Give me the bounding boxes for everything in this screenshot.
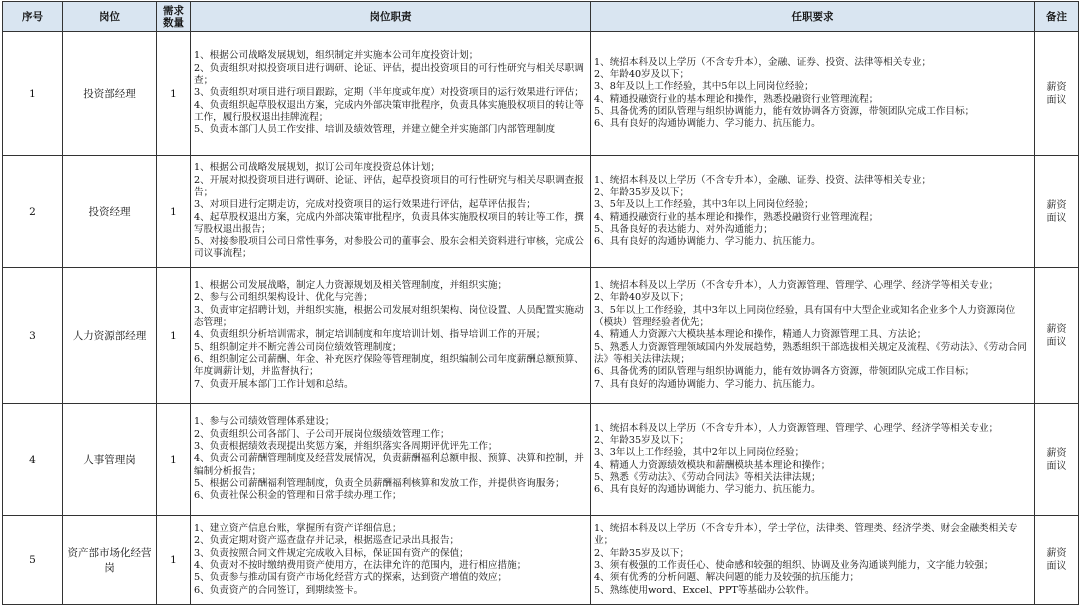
row-duties (191, 156, 591, 268)
table-row (3, 404, 1079, 516)
requirement-line: 5、具备优秀的团队管理与组织协调能力，能有效协调各方资源，带领团队完成工作目标； (594, 105, 975, 117)
requirement-line: 6、具有良好的沟通协调能力、学习能力、抗压能力。 (594, 118, 821, 130)
remark-text: 薪资面议 (1046, 548, 1067, 572)
duty-line: 5、负责参与推动国有资产市场化经营方式的探索，达到资产增值的效应； (194, 572, 508, 584)
duty-line: 1、根据公司发展战略，制定人力资源规划及相关管理制度，并组织实施； (194, 280, 508, 292)
requirement-line: 5、熟练使用word、Excel、PPT等基础办公软件。 (594, 584, 815, 596)
row-count: 1 (157, 516, 191, 605)
row-requirements (591, 156, 1035, 268)
row-position: 投资部经理 (63, 32, 157, 156)
remark-text: 薪资面议 (1046, 199, 1067, 224)
row-count: 1 (157, 156, 191, 268)
header-position: 岗位 (63, 2, 157, 32)
requirement-line: 3、5年及以上工作经验，其中3年以上同岗位经验； (594, 199, 814, 211)
requirement-line: 7、具有良好的沟通协调能力、学习能力、抗压能力。 (594, 378, 821, 390)
duty-line: 7、负责开展本部门工作计划和总结。 (194, 378, 354, 390)
header-requirements: 任职要求 (591, 2, 1035, 32)
requirement-line: 5、熟悉人力资源管理领域国内外发展趋势，熟悉组织干部选拔相关规定及流程、《劳动法》、《劳动合同法》等相关法律法规； (594, 341, 1028, 365)
duty-line: 5、根据公司薪酬福利管理制度，负责全员薪酬福利核算和发放工作，并提供咨询服务； (194, 477, 565, 489)
requirement-line: 6、具有良好的沟通协调能力、学习能力、抗压能力。 (594, 236, 821, 248)
requirement-line: 3、8年及以上工作经验，其中5年以上同岗位经验； (594, 81, 814, 93)
requirement-line: 6、具备优秀的团队管理与组织协调能力，能有效协调各方资源，带领团队完成工作目标； (594, 366, 975, 378)
duty-line: 1、参与公司绩效管理体系建设； (194, 416, 335, 428)
row-remark (1035, 404, 1079, 516)
header-duties: 岗位职责 (191, 2, 591, 32)
header-remark: 备注 (1035, 2, 1079, 32)
row-duties (191, 268, 591, 404)
header-count: 需求数量 (157, 2, 191, 32)
table-row (3, 32, 1079, 156)
requirement-line: 5、具备良好的表达能力、对外沟通能力； (594, 223, 773, 235)
duty-line: 4、起草股权退出方案，完成内外部决策审批程序，负责具体实施股权项目的转让等工作，撰写股权退出报告； (194, 211, 584, 235)
duty-line: 4、负责对不按时缴纳费用资产使用方，在法律允许的范围内，进行相应措施； (194, 560, 527, 571)
remark-text: 薪资面议 (1046, 81, 1067, 106)
requirement-line: 6、具有良好的沟通协调能力、学习能力、抗压能力。 (594, 484, 821, 496)
row-no: 1 (3, 32, 63, 156)
requirement-line: 3、3年以上工作经验，其中2年以上同岗位经验； (594, 447, 805, 459)
row-count: 1 (157, 404, 191, 516)
row-position: 人力资源部经理 (63, 268, 157, 404)
row-requirements (591, 404, 1035, 516)
row-position: 投资经理 (63, 156, 157, 268)
duty-line: 5、对接参股项目公司日常性事务，对参股公司的董事会、股东会相关资料进行审核，完成公司议事流程； (194, 236, 584, 260)
row-no: 5 (3, 516, 63, 605)
duty-line: 2、负责定期对资产巡查盘存并记录，根据巡查记录出具报告； (194, 535, 460, 547)
requirement-line: 1、统招本科及以上学历（不含专升本），金融、证券、投资、法律等相关专业； (594, 56, 932, 68)
requirement-line: 2、年龄35岁及以下； (594, 547, 690, 559)
requirement-line: 3、须有极强的工作责任心、使命感和较强的组织、协调及业务沟通谈判能力，文字能力较强； (594, 560, 994, 571)
duty-line: 6、负责社保公积金的管理和日常手续办理工作； (194, 490, 402, 502)
duty-line: 1、根据公司战略发展规划，组织制定并实施本公司年度投资计划； (194, 50, 479, 62)
requirement-line: 4、精通人力资源绩效模块和薪酬模块基本理论和操作； (594, 459, 831, 471)
duty-line: 1、根据公司战略发展规划，拟订公司年度投资总体计划； (194, 162, 440, 174)
duty-line: 3、负责组织对项目进行项目跟踪，定期（半年度或年度）对投资项目的运行效果进行评估； (194, 87, 584, 99)
duty-line: 3、负责根据绩效表现提出奖惩方案，并组织落实各周期评优评先工作； (194, 441, 498, 453)
requirement-line: 2、年龄35岁及以下； (594, 434, 690, 446)
duty-line: 4、负责组织分析培训需求，制定培训制度和年度培训计划、指导培训工作的开展； (194, 329, 546, 341)
requirement-line: 4、精通人力资源六大模块基本理论和操作，精通人力资源管理工具、方法论； (594, 329, 927, 341)
row-count: 1 (157, 268, 191, 404)
duty-line: 3、对项目进行定期走访，完成对投资项目的运行效果进行评估，起草评估报告； (194, 199, 536, 211)
table-row (3, 156, 1079, 268)
table-body (3, 32, 1079, 605)
row-remark (1035, 268, 1079, 404)
row-remark (1035, 516, 1079, 605)
duty-line: 2、负责组织公司各部门、子公司开展岗位级绩效管理工作； (194, 428, 450, 440)
remark-text: 薪资面议 (1046, 447, 1067, 472)
row-requirements (591, 32, 1035, 156)
requirement-line: 1、统招本科及以上学历（不含专升本），人力资源管理、管理学、心理学、经济学等相关专业； (594, 422, 999, 434)
duty-line: 1、建立资产信息台账，掌握所有资产详细信息； (194, 523, 402, 535)
row-duties (191, 404, 591, 516)
duty-line: 3、负责按照合同文件规定完成收入目标，保证国有资产的保值； (194, 547, 469, 559)
row-no: 2 (3, 156, 63, 268)
requirement-line: 1、统招本科及以上学历（不含专升本），学士学位，法律类、管理类、经济学类、财会金融类相关专业； (594, 523, 1018, 547)
table-header-row (3, 2, 1079, 32)
requirement-line: 4、须有优秀的分析问题、解决问题的能力及较强的抗压能力； (594, 572, 860, 584)
row-requirements (591, 516, 1035, 605)
duty-line: 4、负责组织起草股权退出方案，完成内外部决策审批程序，负责具体实施股权项目的转让等工作，履行股权退出挂牌流程； (194, 99, 584, 123)
requirement-line: 1、统招本科及以上学历（不含专升本），金融、证券、投资、法律等相关专业； (594, 174, 932, 186)
table-row (3, 516, 1079, 605)
row-count: 1 (157, 32, 191, 156)
requirement-line: 2、年龄35岁及以下； (594, 186, 690, 198)
requirement-line: 4、精通投融资行业的基本理论和操作，熟悉投融资行业管理流程； (594, 211, 879, 223)
job-table (2, 1, 1079, 605)
row-position: 人事管理岗 (63, 404, 157, 516)
requirement-line: 2、年龄40岁及以下； (594, 68, 690, 80)
requirement-line: 3、5年以上工作经验，其中3年以上同岗位经验，具有国有中大型企业或知名企业多个人力资源岗位（模块）管理经验者优先； (594, 304, 1016, 329)
row-no: 4 (3, 404, 63, 516)
duty-line: 2、参与公司组织架构设计、优化与完善； (194, 292, 373, 304)
requirement-line: 1、统招本科及以上学历（不含专升本），人力资源管理、管理学、心理学、经济学等相关专业； (594, 280, 999, 292)
row-remark (1035, 156, 1079, 268)
duty-line: 2、负责组织对拟投资项目进行调研、论证、评估，提出投资项目的可行性研究与相关尽职调查； (194, 62, 584, 87)
duty-line: 6、组织制定公司薪酬、年金、补充医疗保险等管理制度，组织编制公司年度薪酬总额预算、年度调薪计划，并监督执行； (194, 353, 584, 378)
row-remark (1035, 32, 1079, 156)
table-row (3, 268, 1079, 404)
requirement-line: 2、年龄40岁及以下； (594, 292, 690, 304)
row-position: 资产部市场化经营岗 (63, 516, 157, 605)
duty-line: 2、开展对拟投资项目进行调研、论证、评估，起草投资项目的可行性研究与相关尽职调查报告； (194, 174, 584, 198)
row-no: 3 (3, 268, 63, 404)
duty-line: 4、负责公司薪酬管理制度及经营发展情况，负责薪酬福利总额申报、预算、决算和控制，并编制分析报告； (194, 453, 584, 477)
header-no: 序号 (3, 2, 63, 32)
duty-line: 5、负责本部门人员工作安排、培训及绩效管理，并建立健全并实施部门内部管理制度 (194, 124, 556, 136)
remark-text: 薪资面议 (1046, 323, 1067, 348)
row-duties (191, 32, 591, 156)
duty-line: 6、负责资产的合同签订，到期续签卡。 (194, 584, 364, 596)
requirement-line: 4、精通投融资行业的基本理论和操作，熟悉投融资行业管理流程； (594, 93, 879, 105)
row-requirements (591, 268, 1035, 404)
duty-line: 3、负责审定招聘计划，并组织实施，根据公司发展对组织架构、岗位设置、人员配置实施动态管理； (194, 304, 584, 329)
row-duties (191, 516, 591, 605)
requirement-line: 5、熟悉《劳动法》、《劳动合同法》等相关法律法规； (594, 471, 821, 483)
duty-line: 5、组织制定并不断完善公司岗位绩效管理制度； (194, 341, 402, 353)
